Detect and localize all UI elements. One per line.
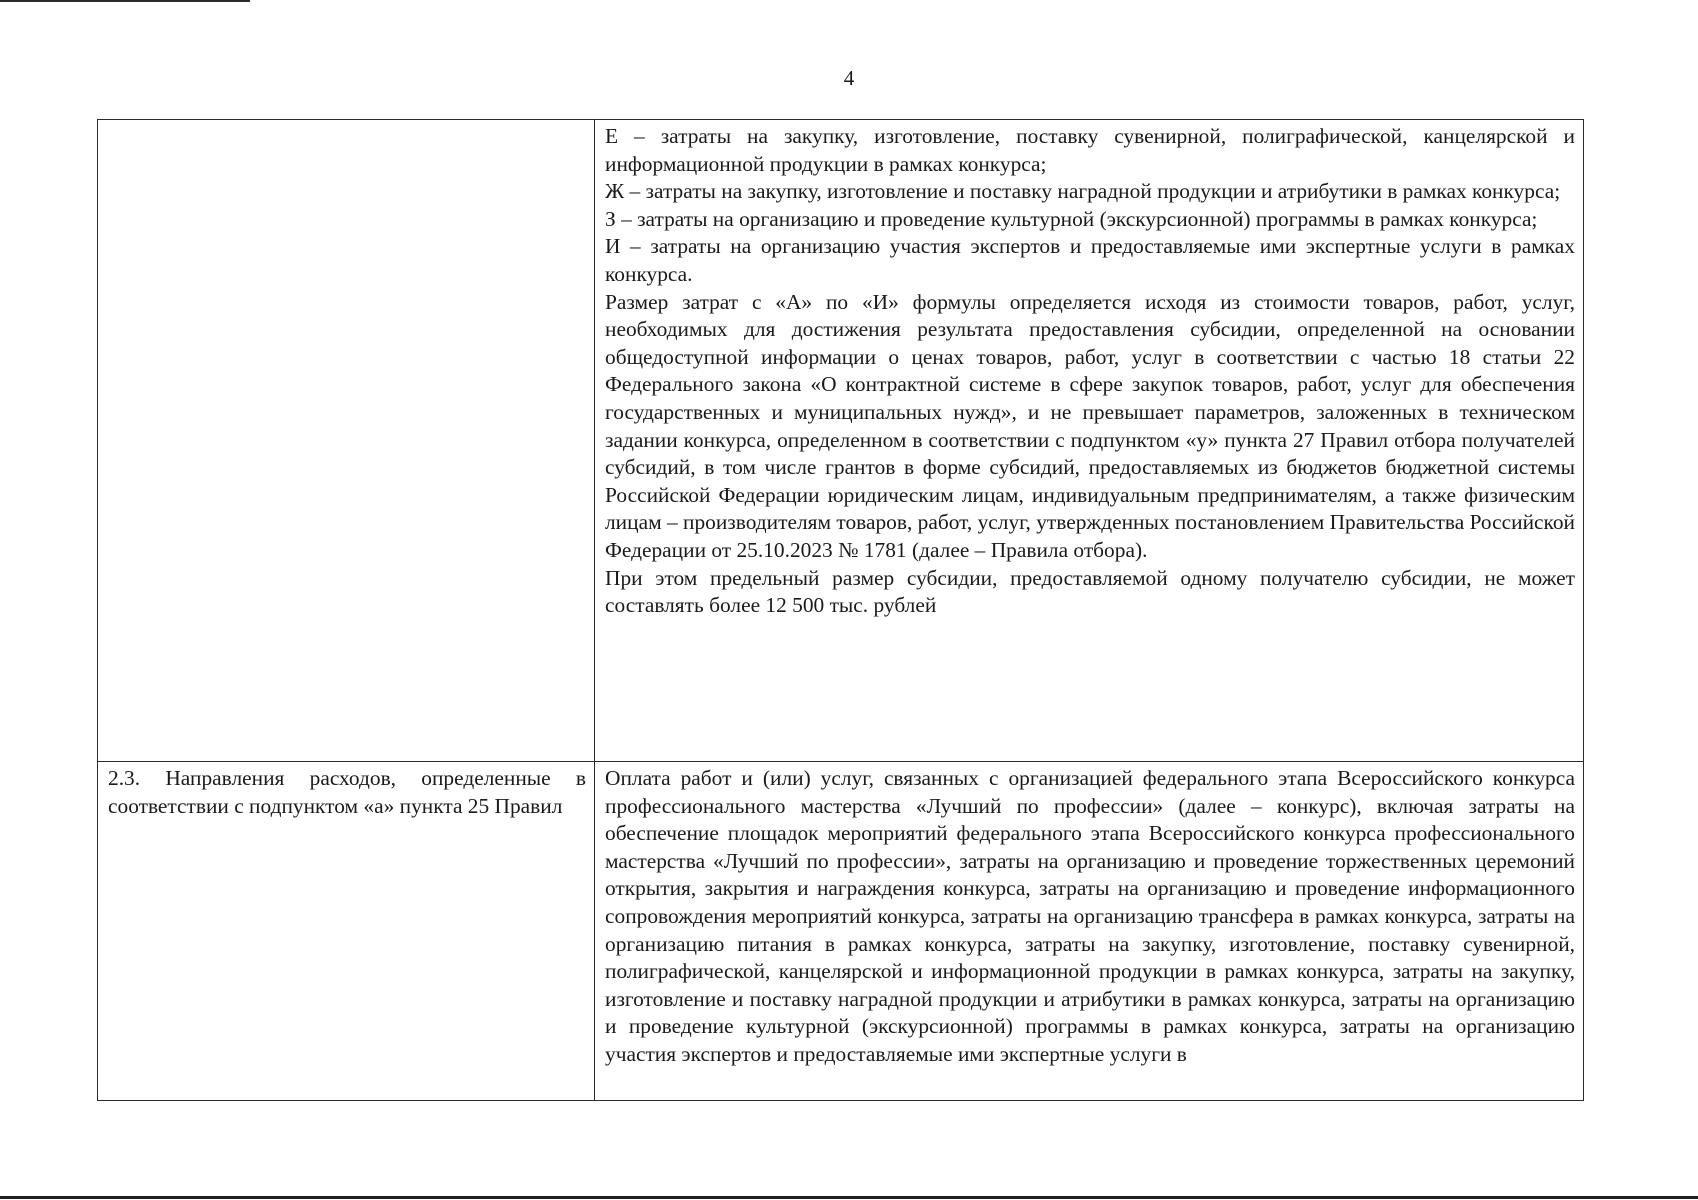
row-label-cell	[98, 120, 595, 762]
content-table	[97, 119, 1584, 1101]
row-label-cell: 2.3. Направления расходов, определенные в соответствии с подпунктом «а» пункта 25 Правил	[98, 762, 595, 1101]
row-content-cell	[595, 762, 1584, 1101]
row-content-cell	[595, 120, 1584, 762]
scan-edge-top	[0, 0, 250, 2]
paragraph: Размер затрат с «А» по «И» формулы определяется исходя из стоимости товаров, работ, услуг, необходимых для достижения результата предоставления субсидии, определенной на основании общедоступной информации о ценах товаров, работ, услуг в соответствии с частью 18 статьи 22 Федерального закона «О контрактной системе в сфере закупок товаров, работ, услуг для обеспечения государственных и муниципальных нужд», и не превышает параметров, заложенных в техническом задании конкурса, определенном в соответствии с подпунктом «у» пункта 27 Правил отбора получателей субсидий, в том числе грантов в форме субсидий, предоставляемых из бюджетов бюджетной системы Российской Федерации юридическим лицам, индивидуальным предпринимателям, а также физическим лицам – производителям товаров, работ, услуг, утвержденных постановлением Правительства Российской Федерации от 25.10.2023 № 1781 (далее – Правила отбора).	[605, 289, 1575, 562]
paragraph: И – затраты на организацию участия экспертов и предоставляемые ими экспертные услуги в рамках конкурса.	[605, 234, 1575, 286]
paragraph: З – затраты на организацию и проведение культурной (экскурсионной) программы в рамках конкурса;	[605, 206, 1538, 231]
paragraph: При этом предельный размер субсидии, предоставляемой одному получателю субсидии, не может составлять более 12 500 тыс. рублей	[605, 565, 1575, 618]
table-row	[98, 120, 1584, 762]
paragraph: Оплата работ и (или) услуг, связанных с организацией федерального этапа Всероссийского конкурса профессионального мастерства «Лучший по профессии» (далее – конкурс), включая затраты на обеспечение площадок мероприятий федерального этапа Всероссийского конкурса профессионального мастерства «Лучший по профессии», затраты на организацию и проведение торжественных церемоний открытия, закрытия и награждения конкурса, затраты на организацию и проведение информационного сопровождения мероприятий конкурса, затраты на организацию трансфера в рамках конкурса, затраты на организацию питания в рамках конкурса, затраты на закупку, изготовление, поставку сувенирной, полиграфической, канцелярской и информационной продукции в рамках конкурса, затраты на закупку, изготовление и поставку наградной продукции и атрибутики в рамках конкурса, затраты на организацию и проведение культурной (экскурсионной) программы в рамках конкурса, затраты на организацию участия экспертов и предоставляемые ими экспертные услуги в	[605, 766, 1575, 1066]
paragraph: Е – затраты на закупку, изготовление, поставку сувенирной, полиграфической, канцелярской и информационной продукции в рамках конкурса;	[605, 124, 1575, 176]
paragraph: Ж – затраты на закупку, изготовление и поставку наградной продукции и атрибутики в рамках конкурса;	[605, 179, 1561, 204]
scan-edge-bottom	[0, 1196, 1698, 1199]
page-number: 4	[843, 66, 855, 90]
table-row	[98, 762, 1584, 1101]
